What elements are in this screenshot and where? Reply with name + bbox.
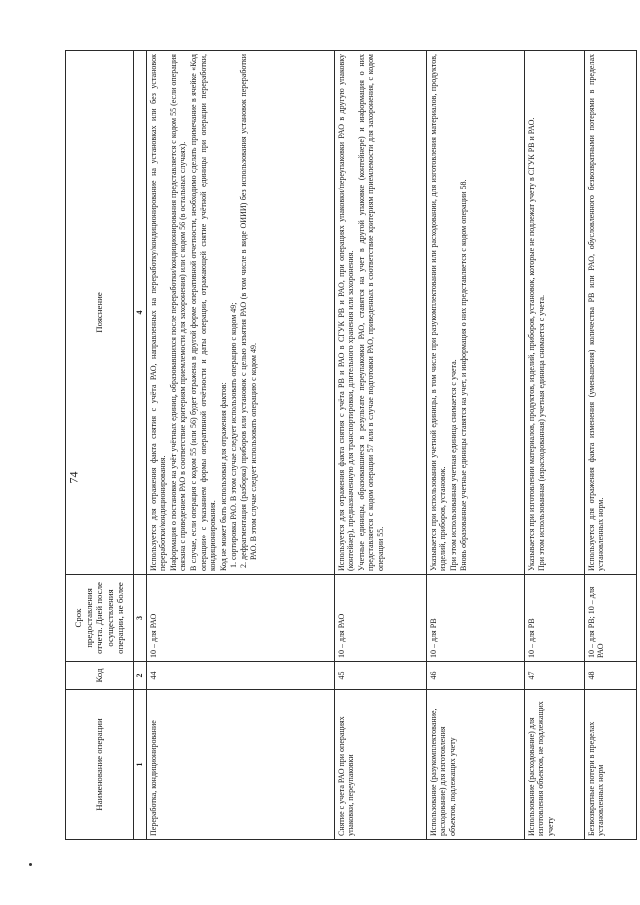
report-term: 10 – для РВ bbox=[426, 575, 524, 662]
note-paragraph: Используется для отражения факта изменения (уменьшения) количества РВ или РАО, обусловленного безвозвратными потерями в пределах установленных норм. bbox=[586, 54, 606, 571]
operation-note bbox=[524, 51, 584, 575]
table-row bbox=[146, 51, 334, 840]
note-paragraph: Указывается при изготовлении материалов, продуктов, изделий, приборов, установок, которые не подлежат учету в СГУК РВ и РАО. bbox=[526, 117, 536, 571]
operation-name: Использование (расходование) для изготовления объектов, не подлежащих учету bbox=[524, 690, 584, 840]
operation-note bbox=[334, 51, 426, 575]
table-row bbox=[334, 51, 426, 840]
note-paragraph: Учетные единицы, образовавшиеся в результате переупаковки РАО, ставятся на учет в другой упаковке (контейнере) и информация о них представляется с кодом операции 57 или в случае подготовки РАО, приведенных в соответствие критериям приемлемости для захоронения, с кодом операции 55. bbox=[356, 54, 385, 571]
report-term: 10 – для РАО bbox=[146, 575, 334, 662]
operation-name: Безвозвратные потери в пределах установленных норм bbox=[584, 690, 636, 840]
table-row bbox=[426, 51, 524, 840]
col-number: 4 bbox=[134, 51, 147, 575]
operations-table bbox=[65, 50, 637, 840]
note-paragraph: Указывается при использовании учетной единицы, в том числе при разукомплектовании или расходовании, для изготовления материалов, продуктов, изделий, приборов, установок. bbox=[428, 54, 448, 571]
operation-note bbox=[584, 51, 636, 575]
note-paragraph: Вновь образованные учетные единицы ставятся на учет, и информация о них представляется с кодом операции 58. bbox=[459, 179, 469, 571]
operation-code: 46 bbox=[426, 662, 524, 690]
rotated-page bbox=[65, 50, 613, 840]
operation-code: 47 bbox=[524, 662, 584, 690]
note-list bbox=[229, 54, 258, 571]
note-paragraph: Информация о постановке на учёт учётных единиц, образовавшихся после переработки/кондиционирования представляется с кодом 55 (если операция связана с приведением РАО в соответствие критериям приемлемости для захоронения) или с кодом 56 (в остальных случаях). bbox=[168, 54, 188, 571]
report-term: 10 – для РВ; 10 – для РАО bbox=[584, 575, 636, 662]
note-list-item: 1. сортировка РАО. В этом случае следует использовать операцию с кодом 49; bbox=[229, 54, 239, 560]
note-paragraph: Используется для отражения факта снятия с учёта РАО, направленных на переработку/кондиционирование на установках или без установок переработки/кондиционирования. bbox=[148, 54, 168, 571]
table-row bbox=[584, 51, 636, 840]
header-note: Пояснение bbox=[66, 51, 134, 575]
operation-note bbox=[146, 51, 334, 575]
operation-name: Снятие с учета РАО при операциях упаковки, переупаковки bbox=[334, 690, 426, 840]
col-number: 3 bbox=[134, 575, 147, 662]
note-paragraph: В случае, если операция с кодом 55 (или 56) будет отражена в другой форме оперативной отчетности, необходимо сделать примечание в ячейке «Код операции» с указанием формы оперативной отчётности и даты операции, отражающей снятие учётной единицы при операции переработки, кондиционирования. bbox=[188, 54, 218, 571]
page-number: 74 bbox=[66, 471, 81, 484]
note-list-item: 2. дефрагментация (разборка) приборов или установок с целью изъятия РАО (в том числе в виде ОИИИ) без использования установок переработки РАО. В этом случае следует использовать операцию с кодом 49. bbox=[239, 54, 258, 560]
operation-code: 45 bbox=[334, 662, 426, 690]
note-paragraph: При этом использованная учетная единица снимается с учета. bbox=[448, 359, 458, 571]
operation-name: Использование (разукомплектование, расходование) для изготовления объектов, подлежащих учету bbox=[426, 690, 524, 840]
report-term: 10 – для РАО bbox=[334, 575, 426, 662]
scan-speck bbox=[29, 863, 32, 866]
note-paragraph: При этом использованная (израсходованная) учетная единица снимается с учета. bbox=[537, 295, 547, 571]
header-code: Код bbox=[66, 662, 134, 690]
report-term: 10 – для РВ bbox=[524, 575, 584, 662]
table-body bbox=[146, 51, 636, 840]
operation-code: 44 bbox=[146, 662, 334, 690]
col-number: 2 bbox=[134, 662, 147, 690]
operation-name: Переработка, кондиционирование bbox=[146, 690, 334, 840]
note-paragraph: Код не может быть использован для отражения фактов: bbox=[218, 382, 228, 571]
table-row bbox=[524, 51, 584, 840]
operation-note bbox=[426, 51, 524, 575]
header-name: Наименование операции bbox=[66, 690, 134, 840]
operation-code: 48 bbox=[584, 662, 636, 690]
header-term: Срок предоставления отчета. Дней после осуществления операции, не более bbox=[66, 575, 134, 662]
col-number: 1 bbox=[134, 690, 147, 840]
note-paragraph: Используется для отражения факта снятия с учёта РВ и РАО в СГУК РВ и РАО, при операциях упаковки/переупаковки РАО в другую упаковку (контейнер), предназначенную для транспортировки, длительного хранения или захоронения. bbox=[336, 54, 356, 571]
